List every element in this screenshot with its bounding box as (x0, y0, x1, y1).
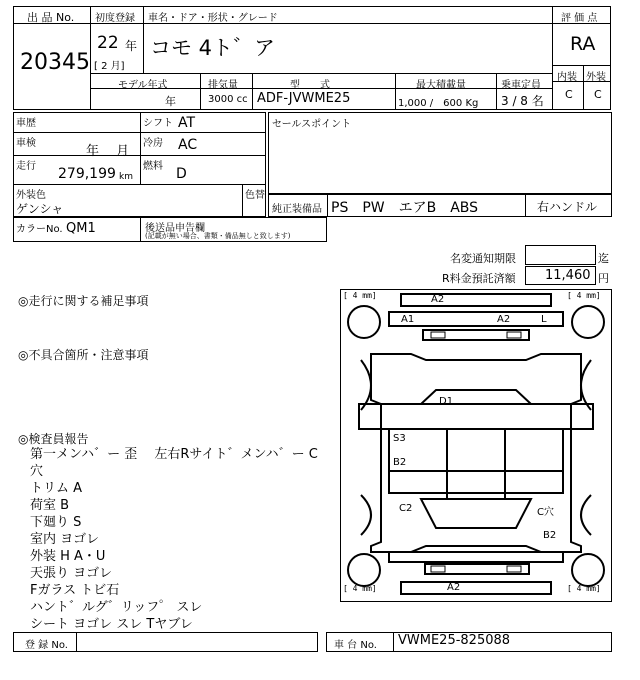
max-load: 1,000 / 600 Kg (398, 98, 479, 109)
mark-front-l: L (541, 314, 547, 325)
interior-label: 内装 (557, 72, 577, 83)
mileage-label: 走行 (16, 161, 36, 172)
tire-depth-rear-right: [ 4 mm] (567, 584, 601, 593)
equipment-label: 純正装備品 (272, 204, 322, 215)
shift: AT (178, 115, 196, 131)
exterior-grade: C (594, 88, 602, 101)
mark-front-bumper: A2 (431, 294, 445, 305)
inspection-value: 年 月 (86, 144, 130, 159)
mark-rear-bumper: A2 (447, 582, 461, 593)
name-change-unit: 迄 (598, 252, 609, 265)
recycle-label: R料金預託済額 (442, 272, 516, 285)
ac-label: 冷房 (143, 138, 163, 149)
inspector-line: 外装 H A・U (30, 549, 106, 564)
first-registration-year: 22 (97, 33, 119, 53)
score: RA (570, 33, 596, 55)
inspector-line: 荷室 B (30, 498, 70, 513)
mark-left-lower: C2 (399, 503, 413, 514)
color-no: QM1 (66, 221, 96, 236)
ac: AC (178, 137, 198, 153)
tire-depth-rear-left: [ 4 mm] (343, 584, 377, 593)
lot-number: 20345 (20, 50, 90, 75)
post-label: 後送品申告欄 (145, 223, 205, 234)
inspector-line: トリム A (30, 481, 83, 496)
mark-front-right: A2 (497, 314, 511, 325)
mark-right-lower: C穴 (537, 507, 554, 518)
first-registration-label: 初度登録 (95, 13, 135, 24)
interior-grade: C (565, 88, 573, 101)
mark-left-upper: S3 (393, 433, 406, 444)
capacity-label: 乗車定員 (501, 80, 541, 91)
ext-color-label: 外装色 (16, 190, 46, 201)
mark-left-mid: B2 (393, 457, 407, 468)
car-name-label: 車名・ドア・形状・グレード (148, 13, 278, 24)
defects-label: ◎不具合箇所・注意事項 (18, 348, 149, 362)
history-label: 車歴 (16, 118, 36, 129)
fuel: D (176, 166, 187, 182)
ext-color: ゲンシャ (16, 202, 64, 216)
mileage: 279,199 (58, 166, 116, 182)
inspector-line: ハント゛ルグ゛リッフ゜ スレ (30, 600, 203, 615)
recycle-unit: 円 (598, 272, 609, 285)
inspector-line: 天張り ヨゴレ (30, 566, 113, 581)
mileage-unit: km (119, 172, 133, 182)
lot-number-label: 出 品 No. (27, 11, 75, 24)
tire-depth-front-right: [ 4 mm] (567, 291, 601, 300)
type-label: 型 式 (290, 80, 330, 91)
fuel-label: 燃料 (143, 161, 163, 172)
max-load-label: 最大積載量 (416, 80, 466, 91)
chassis-number-label: 車 台 No. (334, 640, 377, 651)
registration-number-label: 登 録 No. (25, 640, 68, 651)
shift-label: シフト (143, 118, 173, 129)
inspector-line: 室内 ヨゴレ (30, 532, 100, 547)
post-note: (記載が無い場合、書類・備品無しと致します) (145, 232, 291, 240)
chassis-number: VWME25-825088 (398, 633, 511, 648)
car-outline (341, 290, 611, 601)
inspector-report (30, 446, 330, 633)
tire-depth-front-left: [ 4 mm] (343, 291, 377, 300)
car-name: コモ 4ト゛ア (150, 36, 276, 60)
type: ADF-JVWME25 (257, 91, 351, 106)
mark-front-left: A1 (401, 314, 415, 325)
driving-notes-label: ◎走行に関する補足事項 (18, 294, 149, 308)
color-no-label: カラーNo. (16, 224, 63, 235)
inspector-label: ◎検査員報告 (18, 432, 89, 446)
displacement-label: 排気量 (208, 80, 238, 91)
year-unit: 年 (125, 39, 138, 53)
steering: 右ハンドル (537, 200, 598, 214)
car-diagram (340, 289, 612, 602)
model-year-unit: 年 (165, 95, 176, 108)
first-registration-month: [ 2 月] (94, 61, 125, 72)
inspector-line: Fガラス トビ石 (30, 583, 120, 598)
mark-right-b: B2 (543, 530, 557, 541)
displacement: 3000 cc (208, 94, 248, 105)
equipment: PS PW エアB ABS (331, 200, 479, 216)
inspector-line: 第一メンハ゛ー 歪 左右Rサイト゛メンハ゛ー C穴 (30, 447, 318, 479)
name-change-label: 名変通知期限 (450, 252, 516, 265)
inspection-label: 車検 (16, 138, 36, 149)
score-label: 評 価 点 (561, 13, 598, 24)
model-year-label: モデル年式 (118, 80, 168, 91)
inspector-line: 下廻り S (30, 515, 82, 530)
sales-points-label: セールスポイント (272, 119, 352, 130)
mark-hood: D1 (439, 396, 454, 407)
exterior-label: 外装 (586, 72, 606, 83)
recycle-value: 11,460 (545, 268, 591, 283)
name-change-field (525, 245, 596, 265)
inspector-line: シート ヨゴレ スレ Tヤブレ (30, 617, 193, 632)
color-change-label: 色替 (245, 190, 265, 201)
capacity: 3 / 8 名 (501, 94, 544, 108)
